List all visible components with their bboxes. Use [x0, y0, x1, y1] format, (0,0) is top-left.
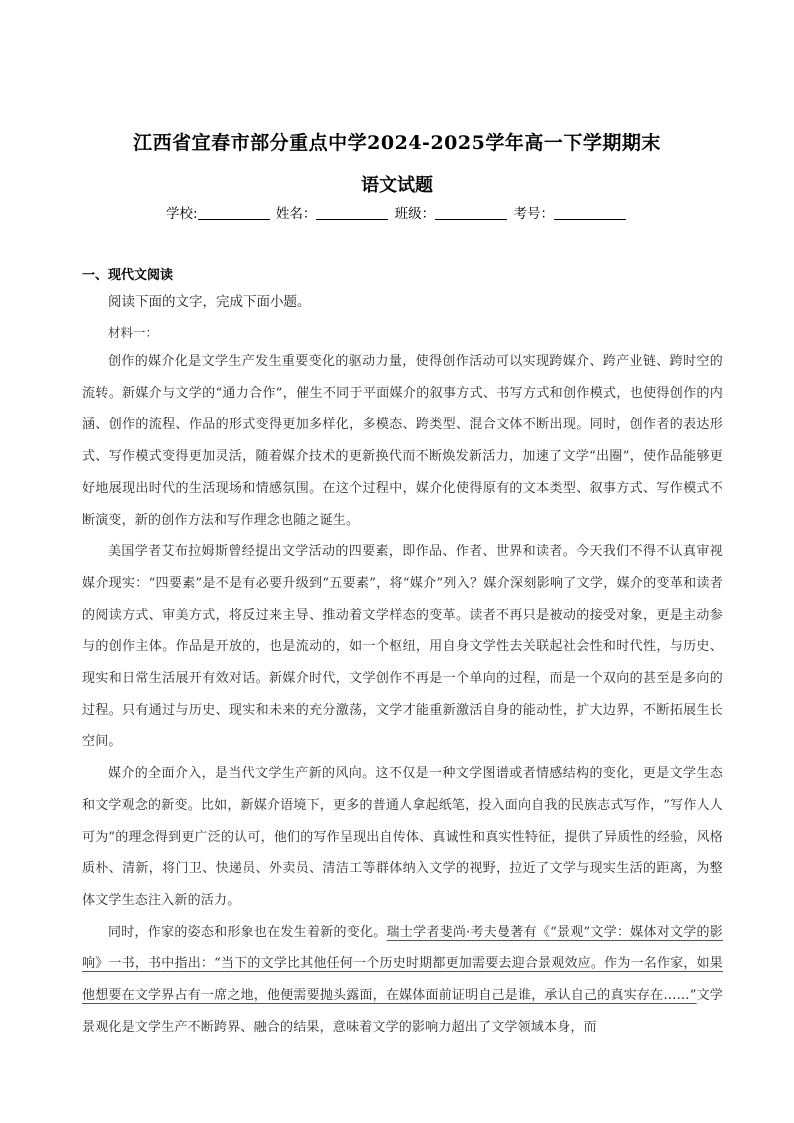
- paragraph-2: 美国学者艾布拉姆斯曾经提出文学活动的四要素，即作品、作者、世界和读者。今天我们不得不认真审视媒介现实：“四要素”是不是有必要升级到“五要素”，将“媒介”列入？媒介深刻影响了文学，媒介的变革和读者的阅读方式、审美方式，将反过来主导、推动着文学样态的变革。读者不再只是被动的接受对象，更是主动参与的创作主体。作品是开放的，也是流动的，如一个枢纽，用自身文学性去关联起社会性和时代性，与历史、现实和日常生活展开有效对话。新媒介时代，文学创作不再是一个单向的过程，而是一个双向的甚至是多向的过程。只有通过与历史、现实和未来的充分激荡，文学才能重新激活自身的能动性，扩大边界，不断拓展生长空间。: [82, 544, 723, 750]
- section-heading: 一、现代文阅读: [82, 268, 174, 283]
- material-label: 材料一：: [108, 325, 159, 340]
- paragraph-4-underlined-quote: 瑞士学者斐尚·考夫曼著有《“景观”文学：媒体对文学的影响》一书，书中指出：“当下的文学比其他任何一个历史时期都更加需要去迎合景观效应。作为一名作家，如果他想要在文学界占有一席之地，他便需要抛头露面，在媒体面前证明自己是谁，承认自己的真实存在……”: [82, 924, 723, 1004]
- exam-title: 江西省宜春市部分重点中学2024-2025学年高一下学期期末: [133, 132, 661, 154]
- student-info-line: [0, 202, 794, 222]
- reading-instruction: 阅读下面的文字，完成下面小题。: [108, 294, 311, 310]
- class-label: 班级：: [394, 206, 436, 222]
- paragraph-4-tail: 文学景观化是文学生产不断跨界、融合的结果，意味着文学的影响力超出了文学领域本身，而: [82, 988, 724, 1035]
- paragraph-4-lead: 同时，作家的姿态和形象也在发生着新的变化。: [108, 924, 387, 940]
- exam-subtitle: 语文试题: [361, 175, 433, 196]
- paragraph-1: 创作的媒介化是文学生产发生重要变化的驱动力量，使得创作活动可以实现跨媒介、跨产业链、跨时空的流转。新媒介与文学的“通力合作”，催生不同于平面媒介的叙事方式、书写方式和创作模式，也使得创作的内涵、创作的流程、作品的形式变得更加多样化，多模态、跨类型、混合文体不断出现。同时，创作者的表达形式、写作模式变得更加灵活，随着媒介技术的更新换代而不断焕发新活力，加速了文学“出圈”，使作品能够更好地展现出时代的生活现场和情感氛围。在这个过程中，媒介化使得原有的文本类型、叙事方式、写作模式不断演变，新的创作方法和写作理念也随之诞生。: [82, 354, 723, 528]
- exam-number-blank[interactable]: [554, 205, 626, 220]
- name-blank[interactable]: [316, 205, 388, 220]
- passage-body: [82, 346, 723, 1043]
- school-label: 学校:: [166, 206, 198, 222]
- exam-number-label: 考号：: [513, 206, 554, 222]
- paragraph-4: [82, 917, 723, 1044]
- school-blank[interactable]: [198, 205, 270, 220]
- name-label: 姓名：: [275, 206, 317, 222]
- class-blank[interactable]: [435, 205, 507, 220]
- paragraph-3: 媒介的全面介入，是当代文学生产新的风向。这不仅是一种文学图谱或者情感结构的变化，更是文学生态和文学观念的新变。比如，新媒介语境下，更多的普通人拿起纸笔，投入面向自我的民族志式写作，“写作人人可为”的理念得到更广泛的认可，他们的写作呈现出自传体、真诚性和真实性特征，提供了异质性的经验，风格质朴、清新，将门卫、快递员、外卖员、清洁工等群体纳入文学的视野，拉近了文学与现实生活的距离，为整体文学生态注入新的活力。: [82, 766, 723, 908]
